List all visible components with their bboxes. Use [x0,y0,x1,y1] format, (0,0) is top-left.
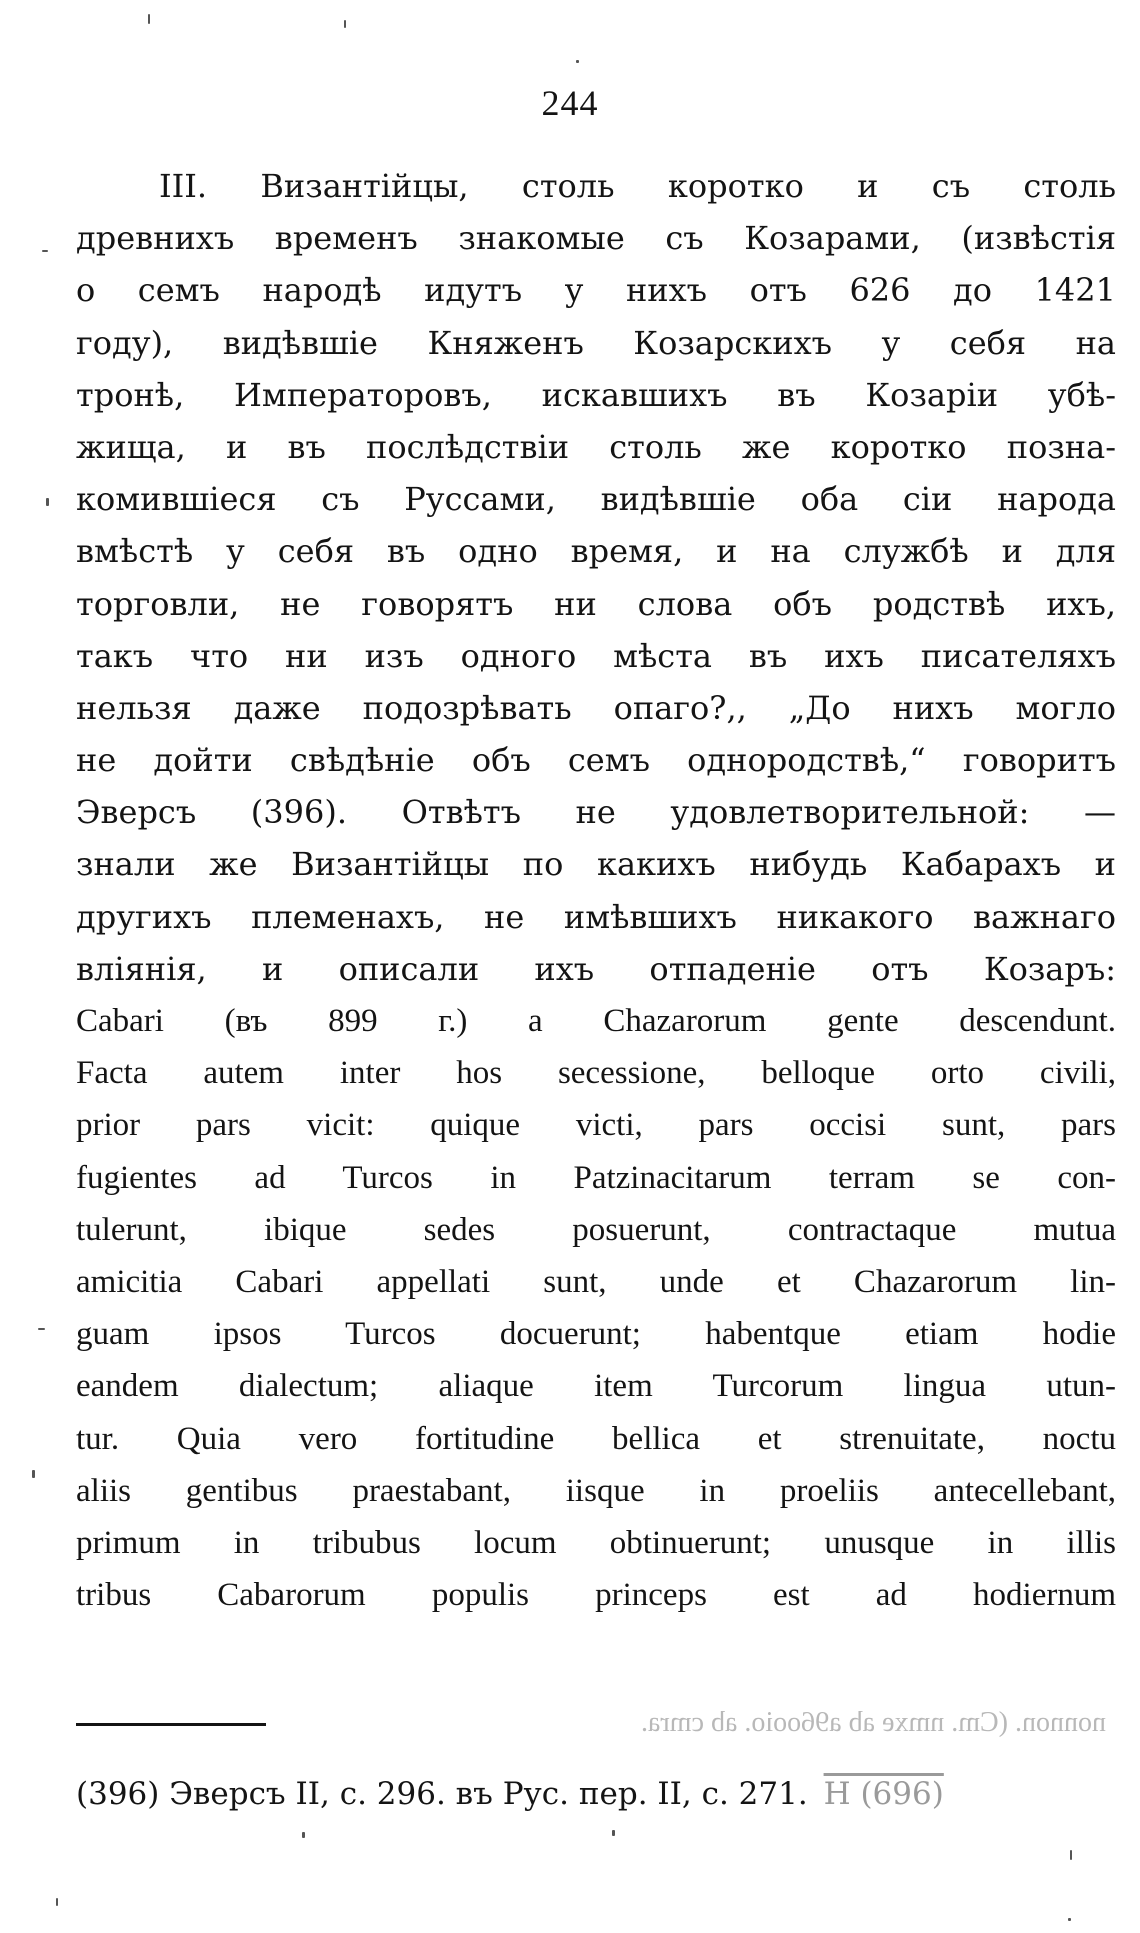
text-line: о семъ народѣ идутъ у нихъ отъ 626 до 1421 [76,271,1116,310]
text-line: вмѣстѣ у себя въ одно время, и на службѣ и для [76,532,1116,571]
text-line: другихъ племенахъ, не имѣвшихъ никакого важнаго [76,897,1116,936]
latin-text-line: Facta autem inter hos secessione, belloque orto civili, [76,1055,1116,1092]
scan-speck [46,498,49,506]
latin-text-line: tribus Cabarorum populis princeps est ad hodiernum [76,1577,1116,1614]
text-line: не дойти свѣдѣніе объ семъ однородствѣ,“ говоритъ [76,741,1116,780]
text-line: тронѣ, Императоровъ, искавшихъ въ Козаріи убѣ- [76,375,1116,414]
scan-speck [1070,1850,1072,1860]
scan-speck [576,60,579,63]
text-line: торговли, не говорятъ ни слова объ родствѣ ихъ, [76,584,1116,623]
text-line: жища, и въ послѣдствіи столь же коротко позна- [76,427,1116,466]
footnote-bleed-through: H (696) [823,1776,944,1812]
main-text [76,160,1116,1621]
footnote-divider [76,1723,266,1726]
latin-text-line: fugientes ad Turcos in Patzinacitarum terram se con- [76,1159,1116,1196]
latin-text-line: eandem dialectum; aliaque item Turcorum lingua utun- [76,1368,1116,1405]
latin-text-line: prior pars vicit: quique victi, pars occisi sunt, pars [76,1107,1116,1144]
footnote [76,1776,944,1812]
scan-speck [148,14,150,24]
text-line: знали же Византійцы по какихъ нибудь Кабарахъ и [76,845,1116,884]
latin-text-line: amicitia Cabari appellati sunt, unde et Chazarorum lin- [76,1263,1116,1300]
scan-speck [56,1898,58,1906]
latin-text-line: primum in tribubus locum obtinuerunt; unusque in illis [76,1524,1116,1561]
text-line: древнихъ временъ знакомые съ Козарами, (извѣстія [76,219,1116,258]
page-number: 244 [541,83,599,123]
text-line: Эверсъ (396). Отвѣтъ не удовлетворительной: — [76,793,1116,832]
text-line: году), видѣвшіе Княженъ Козарскихъ у себя на [76,323,1116,362]
latin-text-line: guam ipsos Turcos docuerunt; habentque etiam hodie [76,1316,1116,1353]
latin-text-line: tulerunt, ibique sedes posuerunt, contractaque mutua [76,1211,1116,1248]
scan-speck [612,1830,615,1836]
text-line: вліянія, и описали ихъ отпаденіе отъ Козаръ: [76,949,1116,988]
text-line: такъ что ни изъ одного мѣста въ ихъ писателяхъ [76,636,1116,675]
scan-speck [1068,1918,1071,1921]
text-line: нельзя даже подозрѣвать опаго?,, „До нихъ могло [76,688,1116,727]
scan-speck [32,1470,35,1478]
text-line: комившіеся съ Руссами, видѣвшіе оба сіи народа [76,480,1116,519]
footnote-text: (396) Эверсъ II, с. 296. въ Рус. пер. II, с. 271. [76,1776,808,1812]
text-line: III. Византійцы, столь коротко и съ столь [159,167,1116,205]
scan-speck [344,20,346,28]
scan-speck [302,1832,305,1838]
latin-text-line: tur. Quia vero fortitudine bellica et strenuitate, noctu [76,1420,1116,1457]
latin-text-line: aliis gentibus praestabant, iisque in proeliis antecellebant, [76,1472,1116,1509]
latin-text-line: Cabari (въ 899 г.) a Chazarorum gente descendunt. [76,1003,1116,1039]
scan-speck [42,250,48,252]
scan-speck [38,1328,45,1330]
bleed-through-text: nonnon. (Cm. nmxe ab a96ooio. ab cmra. [640,1707,1106,1738]
